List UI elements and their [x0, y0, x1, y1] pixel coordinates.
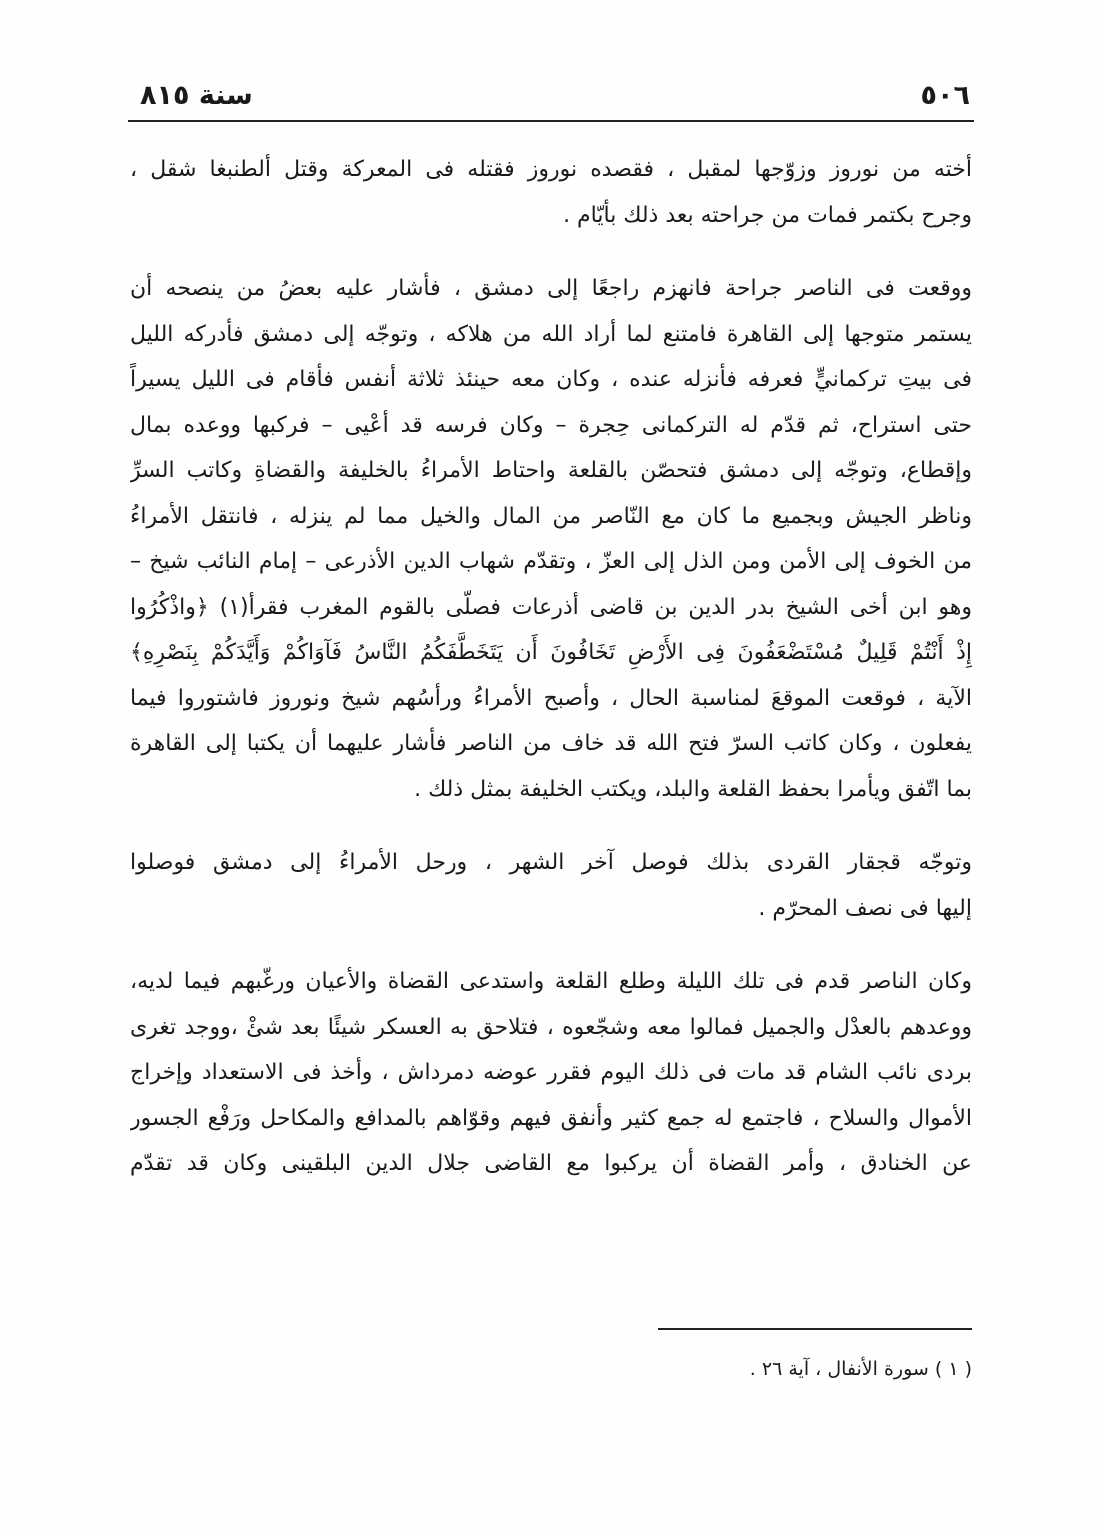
paragraph — [130, 147, 972, 238]
text-line: من الخوف إلى الأمن ومن الذل إلى العزّ ، وتقدّم شهاب الدين الأذرعى – إمام النائب شيخ – — [130, 549, 972, 574]
text-line: وإقطاع، وتوجّه إلى دمشق فتحصّن بالقلعة واحتاط الأمراءُ بالخليفة والقضاةِ وكاتب السرِّ — [130, 458, 972, 483]
text-line: الأموال والسلاح ، فاجتمع له جمع كثير وأنفق فيهم وقوّاهم بالمدافع والمكاحل ورَفْع الجسور — [130, 1105, 972, 1131]
footnote-divider — [658, 1328, 972, 1330]
running-head-year: سنة ٨١٥ — [140, 80, 253, 111]
text-line: الآية ، فوقعت الموقعَ لمناسبة الحال ، وأصبح الأمراءُ ورأسُهم شيخ ونوروز فاشتوروا فيما — [130, 685, 972, 711]
paragraph — [130, 266, 972, 812]
body-text — [130, 147, 972, 1187]
paragraph-gap — [130, 238, 972, 266]
text-line: وناظر الجيش وبجميع ما كان مع النّاصر من المال والخيل مما لم ينزله ، فانتقل الأمراءُ — [130, 503, 972, 529]
text-line: فى بيتِ تركمانيٍّ فعرفه فأنزله عنده ، وكان معه حينئذ ثلاثة أنفس فأقام فى الليل يسيراً — [130, 367, 972, 392]
text-line: يفعلون ، وكان كاتب السرّ فتح الله قد خاف من الناصر فأشار عليهما أن يكتبا إلى القاهرة — [130, 731, 972, 756]
text-line: إليها فى نصف المحرّم . — [758, 895, 972, 921]
page-number: ٥٠٦ — [920, 80, 970, 111]
quran-verse-line: إِذْ أَنْتُمْ قَلِيلٌ مُسْتَضْعَفُونَ فِى الأَرْضِ تَخَافُونَ أَن يَتَخَطَّفَكُمُ النَّاسُ فَآوَاكُمْ وَأَيَّدَكُمْ بِنَصْرِهِ﴾ — [130, 640, 972, 665]
text-line: حتى استراح، ثم قدّم له التركمانى حِجرة – وكان فرسه قد أعْيى – فركبها ووعده بمال — [130, 412, 972, 438]
text-line: عن الخنادق ، وأمر القضاة أن يركبوا مع القاضى جلال الدين البلقينى وكان قد تقدّم — [130, 1151, 972, 1176]
text-line: أخته من نوروز وزوّجها لمقبل ، فقصده نوروز فقتله فى المعركة وقتل ألطنبغا شقل ، — [130, 157, 972, 182]
paragraph — [130, 959, 972, 1187]
footnote: ( ١ ) سورة الأنفال ، آية ٢٦ . — [749, 1358, 972, 1380]
text-line: وهو ابن أخى الشيخ بدر الدين بن قاضى أذرعات فصلّى بالقوم المغرب فقرأ(١) ﴿واذْكُرُوا — [130, 594, 972, 620]
text-line: بما اتّفق ويأمرا بحفظ القلعة والبلد، ويكتب الخليفة بمثل ذلك . — [414, 776, 972, 802]
text-line: وكان الناصر قدم فى تلك الليلة وطلع القلعة واستدعى القضاة والأعيان ورغّبهم فيما لديه، — [130, 969, 972, 994]
paragraph-gap — [130, 812, 972, 840]
text-line: ووعدهم بالعدْل والجميل فمالوا معه وشجّعوه ، فتلاحق به العسكر شيئًا بعد شئْ ،ووجد تغرى — [130, 1014, 972, 1040]
page-header — [128, 68, 974, 122]
text-line: يستمر متوجها إلى القاهرة فامتنع لما أراد الله من هلاكه ، وتوجّه إلى دمشق فأدركه الليل — [130, 321, 972, 347]
paragraph-gap — [130, 931, 972, 959]
text-line: ووقعت فى الناصر جراحة فانهزم راجعًا إلى دمشق ، فأشار عليه بعضُ من ينصحه أن — [130, 276, 972, 301]
text-line: وجرح بكتمر فمات من جراحته بعد ذلك بأيّام . — [563, 202, 972, 228]
paragraph — [130, 840, 972, 931]
text-line: بردى نائب الشام قد مات فى ذلك اليوم فقرر عوضه دمرداش ، وأخذ فى الاستعداد وإخراج — [130, 1060, 972, 1085]
text-line: وتوجّه قجقار القردى بذلك فوصل آخر الشهر ، ورحل الأمراءُ إلى دمشق فوصلوا — [130, 850, 972, 875]
